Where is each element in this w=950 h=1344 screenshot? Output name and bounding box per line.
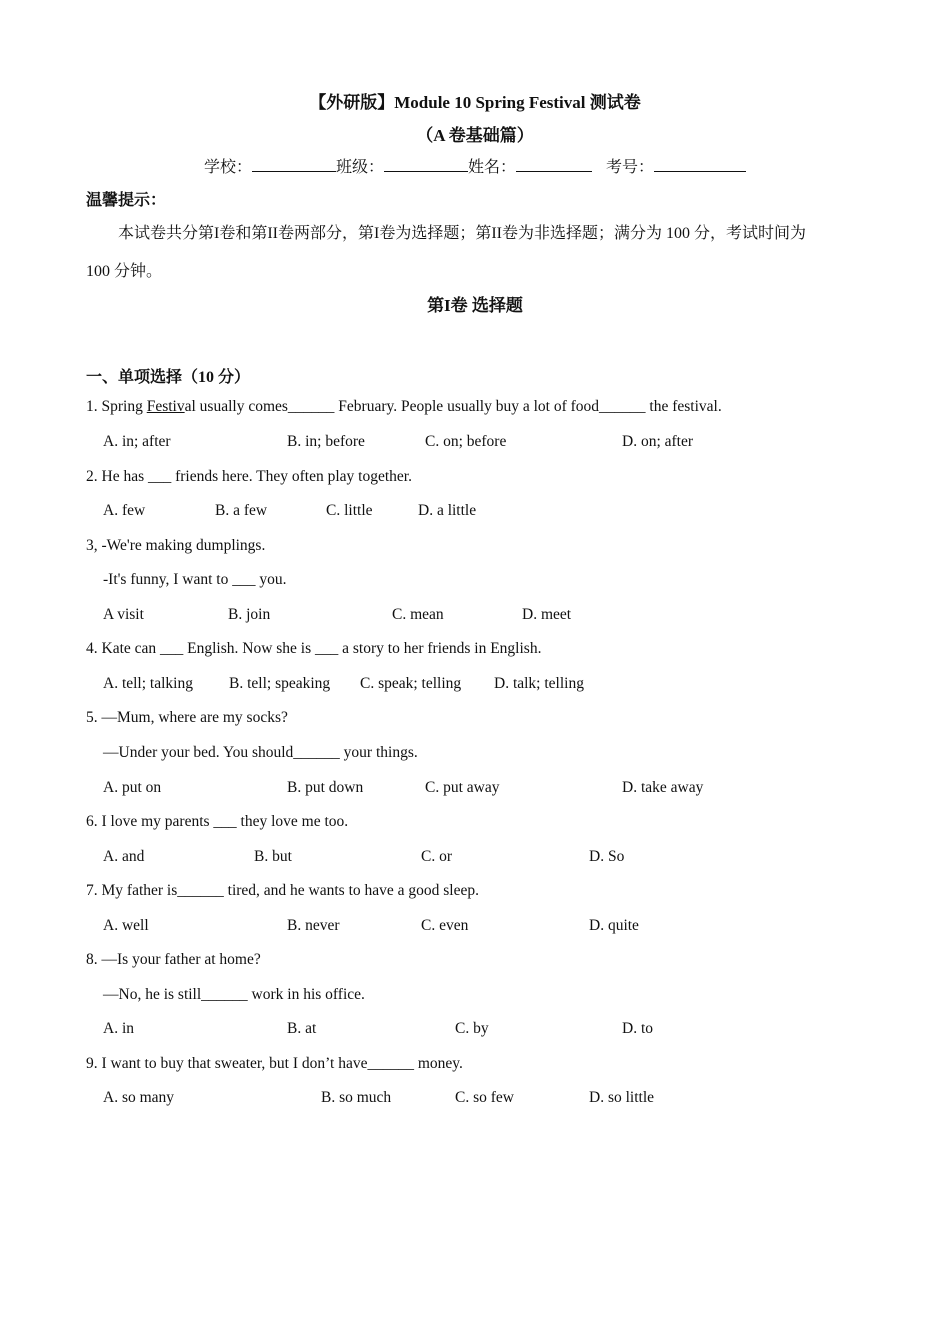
question-4: 4. Kate can ___ English. Now she is ___ a story to her friends in English. — [86, 640, 542, 657]
q9-option-c: C. so few — [455, 1089, 514, 1106]
student-info-row — [0, 154, 950, 177]
q4-option-d: D. talk; telling — [494, 675, 584, 692]
page-subtitle: （A 卷基础篇） — [416, 126, 534, 145]
q8-option-b: B. at — [287, 1020, 317, 1037]
q7-option-d: D. quite — [589, 917, 639, 934]
question-5: 5. —Mum, where are my socks? — [86, 709, 288, 726]
q6-option-d: D. So — [589, 848, 625, 865]
question-2: 2. He has ___ friends here. They often play together. — [86, 468, 412, 485]
exam-no-label: 考号： — [606, 159, 655, 176]
school-blank — [252, 157, 336, 172]
question-5-line-2: —Under your bed. You should______ your things. — [103, 744, 418, 761]
q1-option-c: C. on; before — [425, 433, 507, 450]
question-6: 6. I love my parents ___ they love me too. — [86, 813, 349, 830]
q3-option-b: B. join — [228, 606, 271, 623]
question-1-text-b: al usually comes______ February. People usually buy a lot of food______ the festival. — [184, 398, 722, 415]
q9-option-a: A. so many — [103, 1089, 175, 1106]
exam-no-blank — [654, 157, 746, 172]
q2-option-c: C. little — [326, 502, 373, 519]
q7-option-b: B. never — [287, 917, 340, 934]
question-1 — [86, 398, 722, 416]
question-9: 9. I want to buy that sweater, but I don’t have______ money. — [86, 1055, 463, 1072]
q8-option-d: D. to — [622, 1020, 653, 1037]
q4-option-a: A. tell; talking — [103, 675, 193, 692]
tips-label: 温馨提示： — [86, 192, 167, 209]
question-7: 7. My father is______ tired, and he wants to have a good sleep. — [86, 882, 480, 899]
school-label: 学校： — [203, 159, 252, 176]
q1-option-d: D. on; after — [622, 433, 694, 450]
q5-option-c: C. put away — [425, 779, 500, 796]
page-title: 【外研版】Module 10 Spring Festival 测试卷 — [309, 93, 641, 112]
q5-option-b: B. put down — [287, 779, 364, 796]
q4-option-b: B. tell; speaking — [229, 675, 331, 692]
q5-option-a: A. put on — [103, 779, 162, 796]
question-3-line-2: -It's funny, I want to ___ you. — [103, 571, 287, 588]
section-1-title: 一、单项选择（10 分） — [86, 369, 251, 386]
q2-option-b: B. a few — [215, 502, 268, 519]
q8-option-c: C. by — [455, 1020, 489, 1037]
q6-option-b: B. but — [254, 848, 292, 865]
tips-line-1: 本试卷共分第I卷和第II卷两部分，第I卷为选择题；第II卷为非选择题；满分为 100 分，考试时间为 — [118, 225, 806, 242]
class-label: 班级： — [335, 159, 384, 176]
q1-option-a: A. in; after — [103, 433, 171, 450]
q7-option-a: A. well — [103, 917, 149, 934]
question-8: 8. —Is your father at home? — [86, 951, 261, 968]
q1-option-b: B. in; before — [287, 433, 365, 450]
q9-option-b: B. so much — [321, 1089, 392, 1106]
name-label: 姓名： — [468, 159, 517, 176]
q3-option-d: D. meet — [522, 606, 572, 623]
name-blank — [516, 157, 592, 172]
q7-option-c: C. even — [421, 917, 469, 934]
q6-option-a: A. and — [103, 848, 145, 865]
question-1-text-a: 1. Spring — [86, 398, 147, 415]
part-1-title: 第I卷 选择题 — [427, 296, 523, 315]
question-1-text-underlined: Festiv — [146, 398, 185, 415]
question-8-line-2: —No, he is still______ work in his office. — [103, 986, 365, 1003]
q4-option-c: C. speak; telling — [360, 675, 462, 692]
class-blank — [384, 157, 468, 172]
q3-option-c: C. mean — [392, 606, 444, 623]
q2-option-d: D. a little — [418, 502, 477, 519]
q2-option-a: A. few — [103, 502, 146, 519]
q8-option-a: A. in — [103, 1020, 134, 1037]
q5-option-d: D. take away — [622, 779, 704, 796]
tips-line-2: 100 分钟。 — [86, 263, 163, 280]
q9-option-d: D. so little — [589, 1089, 655, 1106]
q6-option-c: C. or — [421, 848, 452, 865]
q3-option-a: A visit — [103, 606, 144, 623]
question-3: 3, -We're making dumplings. — [86, 537, 266, 554]
